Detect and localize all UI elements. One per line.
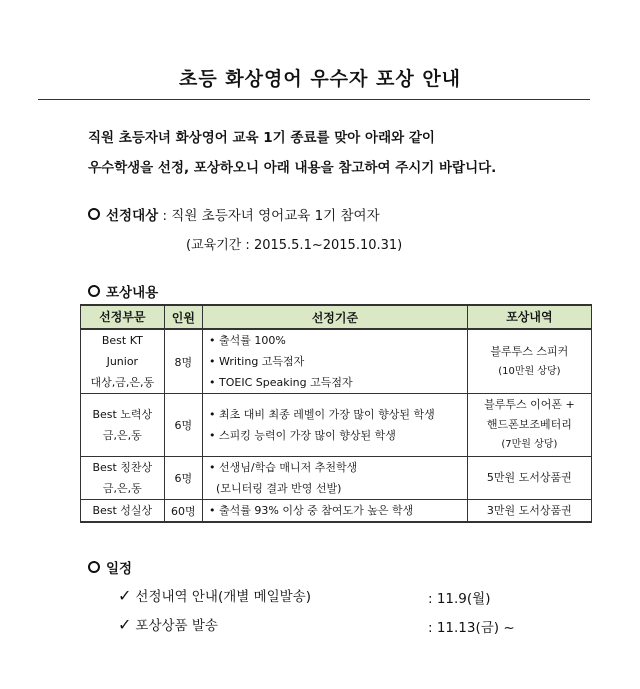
count-cell: 8명	[164, 329, 202, 394]
criteria-cell: • 출석률 93% 이상 중 참여도가 높은 학생	[203, 500, 468, 523]
criteria-line: • TOEIC Speaking 고득점자	[209, 376, 353, 389]
table-row	[81, 394, 592, 457]
page-title: 초등 화상영어 우수자 포상 안내	[178, 68, 462, 90]
count-cell: 6명	[164, 394, 202, 457]
category-line: Junior	[106, 355, 139, 368]
category-line: Best 칭찬상	[92, 461, 153, 474]
checkmark-icon: ✓	[118, 586, 132, 605]
category-cell	[81, 329, 165, 394]
selection-target	[88, 204, 380, 224]
prize-note: (10만원 상당)	[498, 365, 561, 377]
criteria-line: • 스피킹 능력이 가장 많이 향상된 학생	[209, 429, 396, 442]
prize-cell	[467, 394, 591, 457]
criteria-line: • 선생님/학습 매니저 추천학생	[209, 461, 358, 474]
prize-cell	[467, 329, 591, 394]
category-line: Best 노력상	[92, 408, 153, 421]
header-prize: 포상내역	[467, 305, 591, 329]
schedule-label: 포상상품 발송	[135, 618, 218, 634]
count-cell: 60명	[164, 500, 202, 523]
schedule-date: : 11.13(금) ~	[428, 620, 515, 636]
award-table	[80, 304, 592, 523]
criteria-cell	[203, 329, 468, 394]
selection-heading: 선정대상	[106, 208, 159, 224]
schedule-heading-label: 일정	[106, 561, 133, 577]
category-line: Best KT	[101, 334, 143, 347]
circle-bullet-icon	[88, 285, 100, 297]
title-divider	[38, 99, 590, 100]
intro-text	[88, 123, 496, 183]
table-row	[81, 500, 592, 523]
header-category: 선정부문	[81, 305, 165, 329]
count-cell: 6명	[164, 457, 202, 500]
schedule-item	[118, 614, 218, 634]
criteria-line: • 최초 대비 최종 레벨이 가장 많이 향상된 학생	[209, 408, 435, 421]
circle-bullet-icon	[88, 561, 100, 573]
prize-cell: 5만원 도서상품권	[467, 457, 591, 500]
header-criteria: 선정기준	[203, 305, 468, 329]
category-line: 대상,금,은,동	[90, 376, 155, 389]
prize-line: 블루투스 스피커	[490, 344, 569, 358]
header-count: 인원	[164, 305, 202, 329]
intro-line-2: 우수학생을 선정, 포상하오니 아래 내용을 참고하여 주시기 바랍니다.	[88, 160, 497, 176]
checkmark-icon: ✓	[118, 615, 132, 634]
criteria-line: (모니터링 결과 반영 선발)	[209, 482, 342, 495]
criteria-cell	[203, 457, 468, 500]
category-cell	[81, 457, 165, 500]
intro-line-1: 직원 초등자녀 화상영어 교육 1기 종료를 맞아 아래와 같이	[88, 130, 435, 146]
prize-line: 핸드폰보조베터리	[486, 418, 572, 431]
category-line: 금,은,동	[102, 429, 142, 442]
award-section-heading	[88, 281, 158, 301]
prize-line: 블루투스 이어폰 +	[484, 398, 575, 411]
category-cell: Best 성실상	[81, 500, 165, 523]
circle-bullet-icon	[88, 208, 100, 220]
criteria-line: • 출석률 100%	[209, 334, 286, 347]
table-row	[81, 457, 592, 500]
education-period: (교육기간 : 2015.5.1~2015.10.31)	[186, 238, 403, 253]
schedule-heading	[88, 557, 132, 577]
award-heading-label: 포상내용	[106, 285, 159, 301]
criteria-cell	[203, 394, 468, 457]
schedule-date: : 11.9(월)	[428, 591, 491, 607]
table-header-row	[81, 305, 592, 329]
criteria-line: • Writing 고득점자	[209, 355, 305, 368]
schedule-item	[118, 585, 311, 605]
prize-cell: 3만원 도서상품권	[467, 500, 591, 523]
table-row	[81, 329, 592, 394]
schedule-label: 선정내역 안내(개별 메일발송)	[135, 589, 312, 605]
prize-note: (7만원 상당)	[501, 439, 558, 450]
category-cell	[81, 394, 165, 457]
category-line: 금,은,동	[102, 482, 142, 495]
selection-text: : 직원 초등자녀 영어교육 1기 참여자	[158, 208, 380, 224]
